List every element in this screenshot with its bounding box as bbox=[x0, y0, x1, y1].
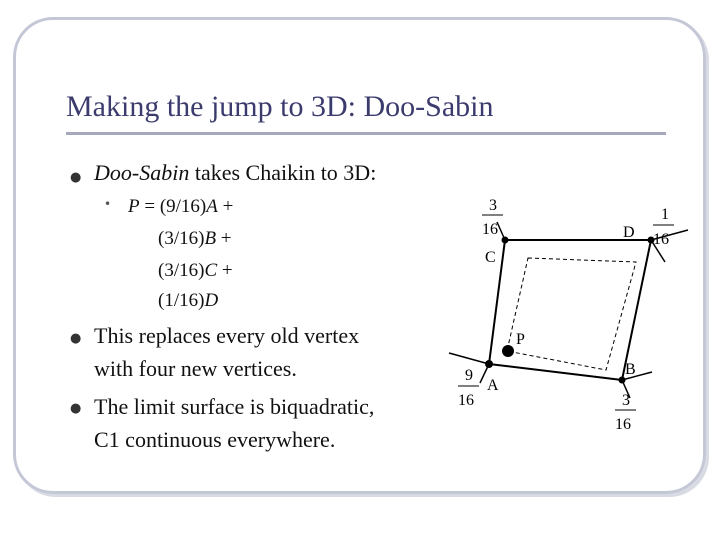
edge-ab bbox=[489, 364, 622, 380]
bullet-marker: ● bbox=[70, 331, 82, 346]
formula-plus: + bbox=[217, 196, 234, 217]
label-d: D bbox=[623, 224, 635, 241]
vertex-c bbox=[502, 237, 509, 244]
formula-coef: (3/16) bbox=[158, 228, 205, 249]
weight-c-den: 16 bbox=[482, 221, 498, 238]
weight-a-num: 9 bbox=[465, 367, 473, 384]
formula-plus: + bbox=[217, 260, 233, 281]
weight-a-den: 16 bbox=[458, 392, 474, 409]
formula-text: = (9/16) bbox=[139, 196, 207, 217]
edge-db bbox=[622, 240, 651, 380]
var-a: A bbox=[206, 196, 218, 217]
new-face-dashed bbox=[507, 258, 636, 370]
bullet-marker: ● bbox=[70, 401, 82, 416]
weight-d-num: 1 bbox=[661, 206, 669, 223]
vertex-a bbox=[485, 360, 493, 368]
slide-title: Making the jump to 3D: Doo-Sabin bbox=[66, 90, 494, 123]
sub-bullet-marker: • bbox=[104, 197, 112, 211]
bullet-replaces-line-2: with four new vertices. bbox=[94, 356, 297, 381]
bullet-limit-line-1: The limit surface is biquadratic, bbox=[94, 394, 375, 419]
formula-plus: + bbox=[216, 228, 232, 249]
label-p: P bbox=[516, 331, 525, 348]
weight-d-den: 16 bbox=[653, 231, 669, 248]
var-b: B bbox=[204, 228, 217, 249]
label-b: B bbox=[625, 361, 636, 378]
bullet-doo-sabin-rest: takes Chaikin to 3D: bbox=[189, 160, 377, 185]
formula-coef: (1/16) bbox=[158, 290, 205, 311]
var-d: D bbox=[204, 290, 219, 311]
formula-coef: (3/16) bbox=[158, 260, 205, 281]
bullet-limit-line-2: C1 continuous everywhere. bbox=[94, 427, 336, 452]
edge-a-ext bbox=[449, 353, 489, 364]
var-c: C bbox=[204, 260, 218, 281]
var-p: P bbox=[128, 196, 140, 217]
weight-c-num: 3 bbox=[489, 197, 497, 214]
label-c: C bbox=[485, 249, 496, 266]
bullet-marker: ● bbox=[70, 170, 82, 185]
doo-sabin-term: Doo-Sabin bbox=[94, 160, 190, 185]
label-a: A bbox=[487, 377, 499, 394]
weight-b-den: 16 bbox=[615, 416, 631, 433]
weight-b-num: 3 bbox=[622, 392, 630, 409]
vertex-p bbox=[502, 345, 514, 357]
bullet-replaces-line-1: This replaces every old vertex bbox=[94, 323, 360, 348]
